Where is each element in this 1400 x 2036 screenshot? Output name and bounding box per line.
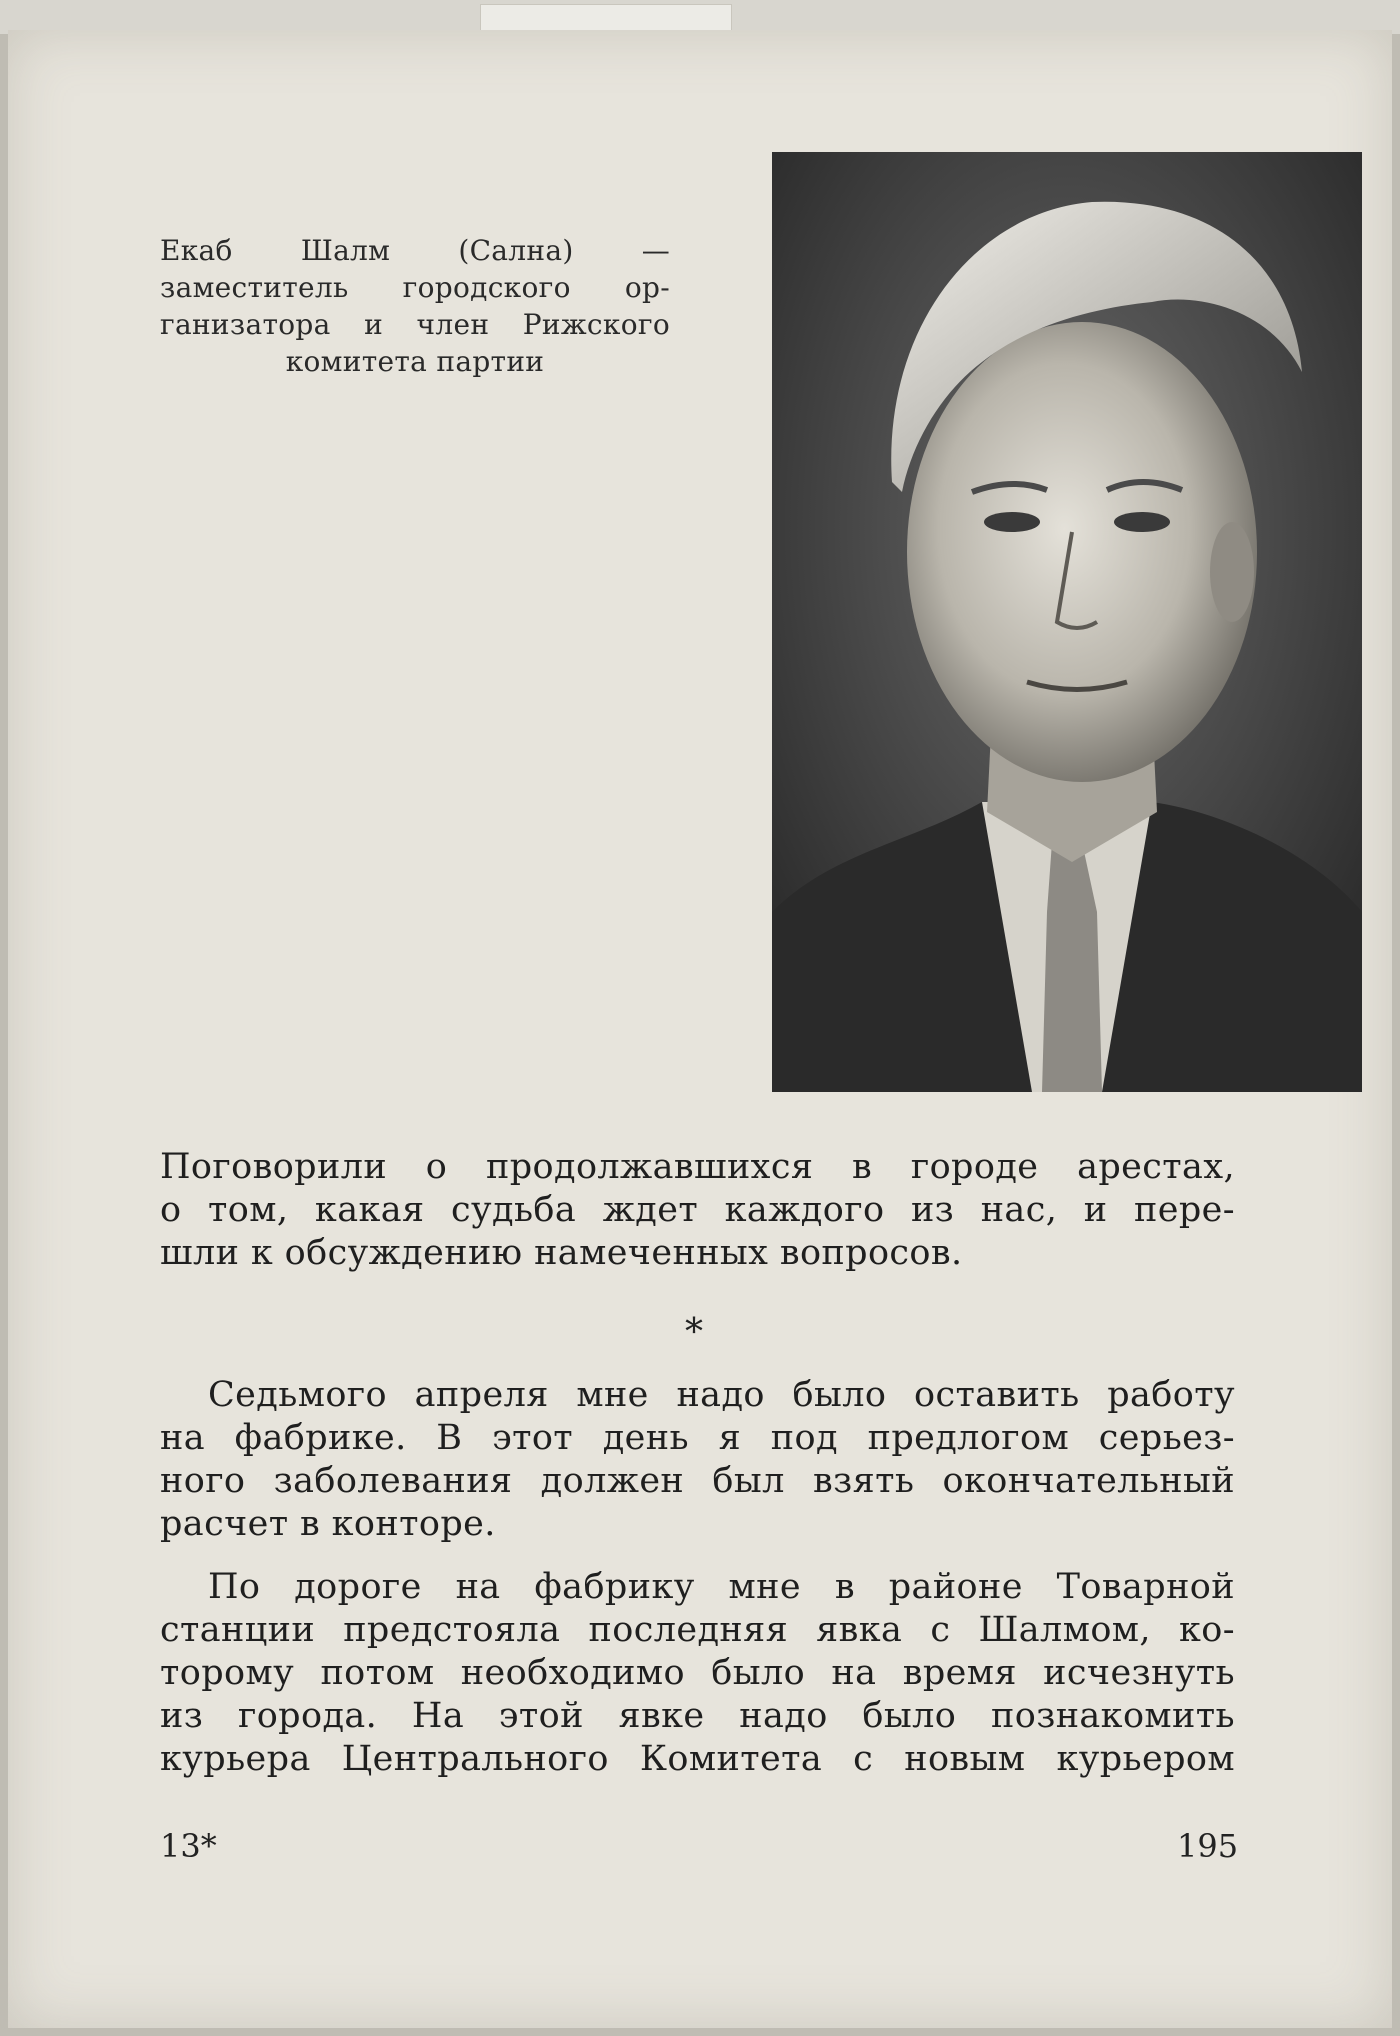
- text-line: курьера Центрального Комитета с новым курьером: [160, 1739, 1235, 1779]
- text-line: из города. На этой явке надо было познакомить: [160, 1696, 1235, 1736]
- caption-line: Екаб Шалм (Сална) —: [160, 234, 670, 267]
- signature-mark: 13*: [160, 1827, 217, 1865]
- text-line: станции предстояла последняя явка с Шалмом, ко-: [160, 1610, 1235, 1650]
- paragraph-1: [160, 1146, 1235, 1275]
- text-line: ного заболевания должен был взять окончательный: [160, 1461, 1235, 1501]
- caption-line: заместитель городского ор-: [160, 271, 670, 304]
- paragraph-2: [160, 1374, 1235, 1546]
- section-separator: *: [685, 1312, 703, 1353]
- text-line: Поговорили о продолжавшихся в городе арестах,: [160, 1147, 1235, 1187]
- scanner-top-edge: [0, 0, 1400, 34]
- text-line: расчет в конторе.: [160, 1504, 496, 1544]
- text-line: По дороге на фабрику мне в районе Товарной: [208, 1567, 1235, 1607]
- paragraph-3: [160, 1566, 1235, 1781]
- text-line: Седьмого апреля мне надо было оставить работу: [208, 1375, 1235, 1415]
- portrait-photo-drawing: [772, 152, 1362, 1092]
- text-line: шли к обсуждению намеченных вопросов.: [160, 1233, 963, 1273]
- text-line: о том, какая судьба ждет каждого из нас, и пере-: [160, 1190, 1235, 1230]
- photo-caption: [160, 232, 670, 380]
- text-line: на фабрике. В этот день я под предлогом серьез-: [160, 1418, 1235, 1458]
- caption-line: комитета партии: [285, 345, 545, 378]
- portrait-photo: [772, 152, 1362, 1092]
- text-line: торому потом необходимо было на время исчезнуть: [160, 1653, 1235, 1693]
- caption-line: ганизатора и член Рижского: [160, 308, 670, 341]
- page-number: 195: [1177, 1827, 1239, 1865]
